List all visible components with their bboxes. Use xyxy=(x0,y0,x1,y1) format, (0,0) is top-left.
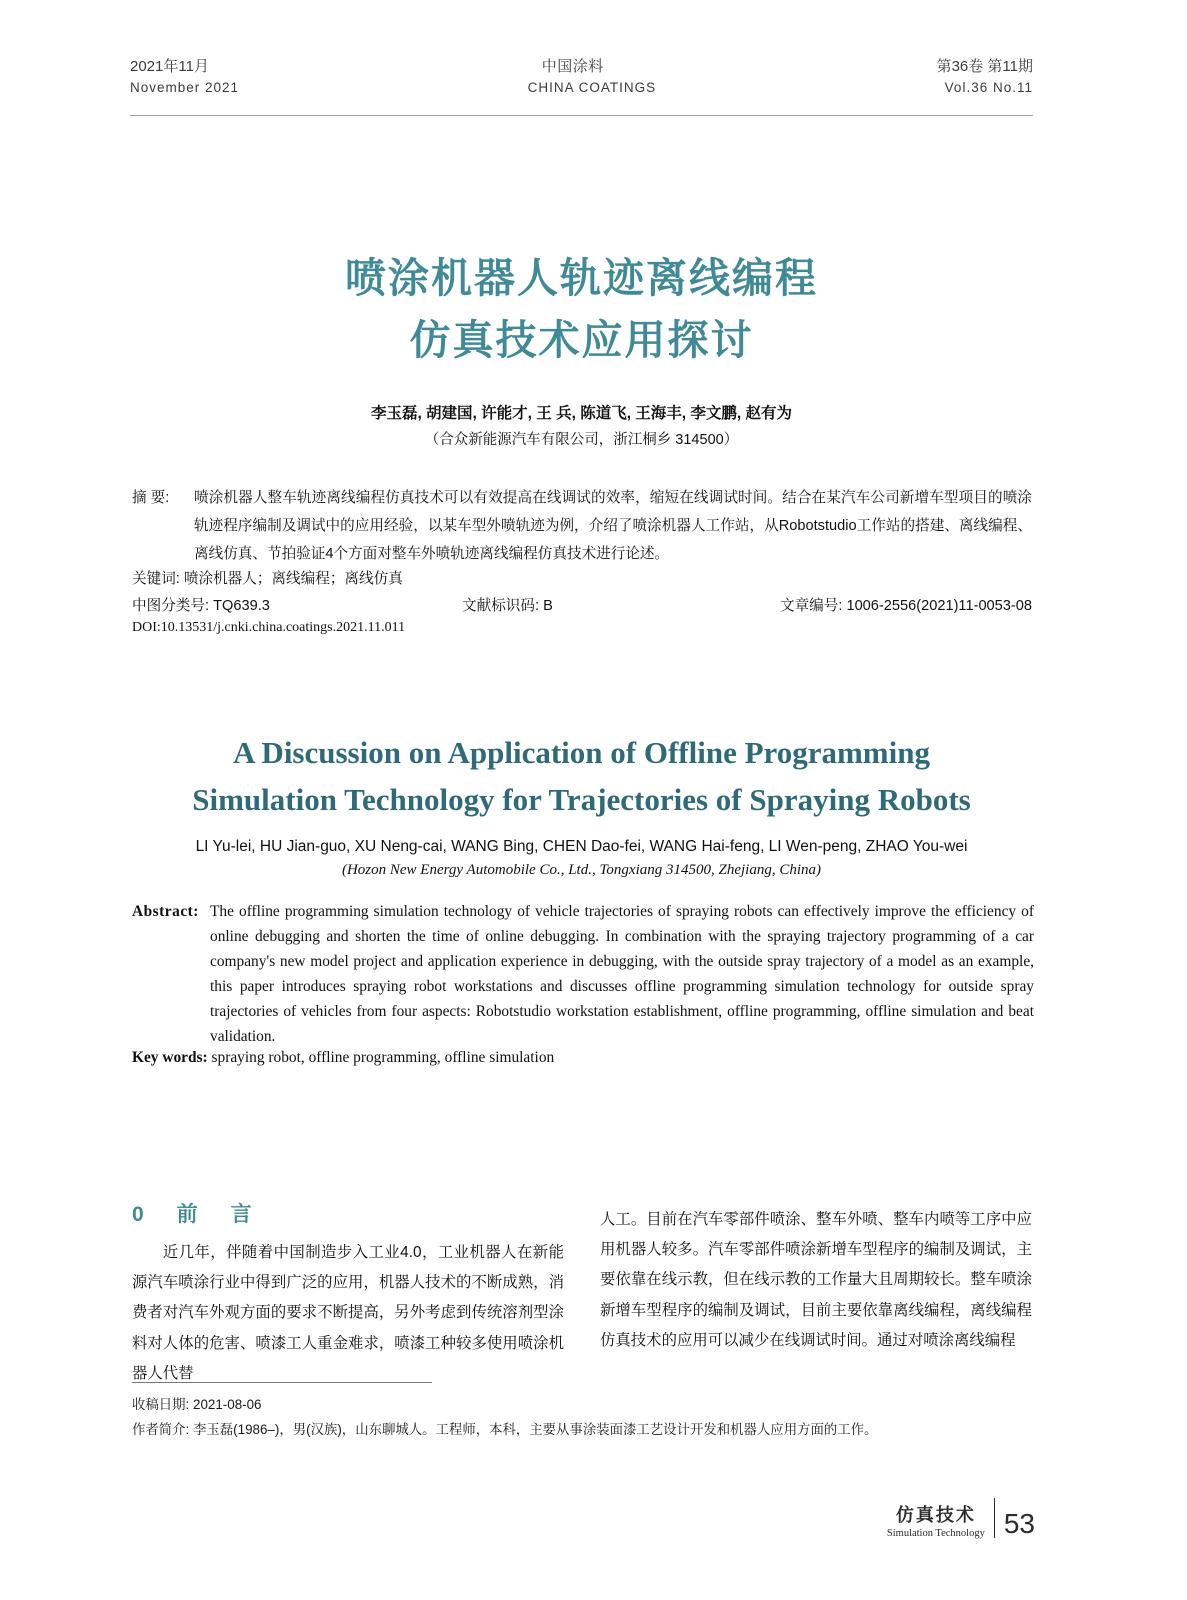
article-id: 文章编号: 1006-2556(2021)11-0053-08 xyxy=(779,598,1032,614)
keywords-en xyxy=(132,1046,1034,1071)
keywords-cn: 关键词: 喷涂机器人；离线编程；离线仿真 xyxy=(132,571,403,587)
page-title-en xyxy=(130,730,1033,823)
page-title-cn xyxy=(130,248,1033,371)
body-column-left xyxy=(132,1238,564,1389)
body-paragraph-left: 近几年，伴随着中国制造步入工业4.0，工业机器人在新能源汽车喷涂行业中得到广泛的应用，机器人技术的不断成熟，消费者对汽车外观方面的要求不断提高，另外考虑到传统溶剂型涂料对人体的危害、喷漆工人重金难求，喷漆工种较多使用喷涂机器人代替 xyxy=(132,1244,564,1382)
authors-en: LI Yu-lei, HU Jian-guo, XU Neng-cai, WANG Bing, CHEN Dao-fei, WANG Hai-feng, LI Wen-peng, ZHAO You-wei xyxy=(195,838,968,855)
footnote-block xyxy=(132,1392,1032,1443)
abstract-cn-label: 摘 要: xyxy=(132,490,170,506)
footnote-received-date: 收稿日期: 2021-08-06 xyxy=(132,1397,262,1412)
footer-section-en: Simulation Technology xyxy=(886,1527,985,1539)
running-head xyxy=(130,55,1033,99)
title-en-line2: Simulation Technology for Trajectories of Spraying Robots xyxy=(192,781,971,817)
abstract-en-label: Abstract: xyxy=(132,903,199,920)
abstract-en-text: The offline programming simulation technology of vehicle trajectories of spraying robots can effectively improve the efficiency of online debugging and shorten the time of online debugging. In combination with the spraying trajectory programming of a car company's new model project and application experience in debugging, with the outside spray trajectory of a model as an example, this paper introduces spraying robot workstations and discusses offline programming simulation technology for outside spray trajectories of vehicles from four aspects: Robotstudio workstation establishment, offline programming, offline simulation and beat validation. xyxy=(210,903,1034,1045)
title-cn-line2: 仿真技术应用探讨 xyxy=(409,316,754,363)
runhead-volume-cn: 第36卷 第11期 xyxy=(936,58,1033,75)
footnote-author-bio: 作者简介: 李玉磊(1986–)，男(汉族)，山东聊城人。工程师，本科，主要从事涂装面漆工艺设计开发和机器人应用方面的工作。 xyxy=(132,1422,878,1438)
document-code: 文献标识码: B xyxy=(462,598,553,614)
runhead-date-en: November 2021 xyxy=(130,80,240,96)
abstract-cn-text: 喷涂机器人整车轨迹离线编程仿真技术可以有效提高在线调试的效率，缩短在线调试时间。结合在某汽车公司新增车型项目的喷涂轨迹程序编制及调试中的应用经验，以某车型外喷轨迹为例，介绍了喷涂机器人工作站，从Robotstudio工作站的搭建、离线编程、离线仿真、节拍验证4个方面对整车外喷轨迹离线编程仿真技术进行论述。 xyxy=(194,490,1032,563)
footnote-divider xyxy=(132,1382,432,1383)
body-column-right xyxy=(600,1205,1032,1356)
body-paragraph-right: 人工。目前在汽车零部件喷涂、整车外喷、整车内喷等工序中应用机器人较多。汽车零部件喷涂新增车型程序的编制及调试，主要依靠在线示教，但在线示教的工作量大且周期较长。整车喷涂新增车型程序的编制及调试，目前主要依靠离线编程，离线编程仿真技术的应用可以减少在线调试时间。通过对喷涂离线编程 xyxy=(600,1211,1032,1349)
footer-section-name xyxy=(887,1504,985,1540)
clc-number: 中图分类号: TQ639.3 xyxy=(132,598,270,614)
runhead-journal-en: CHINA COATINGS xyxy=(527,80,657,96)
keywords-en-text: spraying robot, offline programming, offline simulation xyxy=(211,1049,555,1066)
runhead-journal-cn: 中国涂料 xyxy=(541,58,604,75)
classification-row xyxy=(132,594,1032,615)
page-number: 53 xyxy=(1003,1508,1035,1539)
affiliation-cn: （合众新能源汽车有限公司，浙江桐乡 314500） xyxy=(424,432,739,448)
footer-divider xyxy=(994,1498,995,1538)
header-divider xyxy=(130,115,1033,116)
title-cn-line1: 喷涂机器人轨迹离线编程 xyxy=(345,255,818,301)
footer-section-cn: 仿真技术 xyxy=(895,1505,976,1526)
title-en-line1: A Discussion on Application of Offline Programming xyxy=(233,735,930,770)
runhead-volume-en: Vol.36 No.11 xyxy=(944,80,1033,96)
affiliation-en: (Hozon New Energy Automobile Co., Ltd., Tongxiang 314500, Zhejiang, China) xyxy=(341,862,822,878)
abstract-en xyxy=(132,900,1034,1050)
doi: DOI:10.13531/j.cnki.china.coatings.2021.11.011 xyxy=(132,620,406,635)
keywords-en-label: Key words: xyxy=(132,1049,208,1066)
authors-cn: 李玉磊, 胡建国, 许能才, 王 兵, 陈道飞, 王海丰, 李文鹏, 赵有为 xyxy=(370,405,793,422)
page-footer xyxy=(887,1498,1035,1540)
section-heading-introduction: 0 前 言 xyxy=(132,1203,258,1226)
abstract-cn xyxy=(132,484,1032,568)
runhead-date-cn: 2021年11月 xyxy=(130,58,209,75)
